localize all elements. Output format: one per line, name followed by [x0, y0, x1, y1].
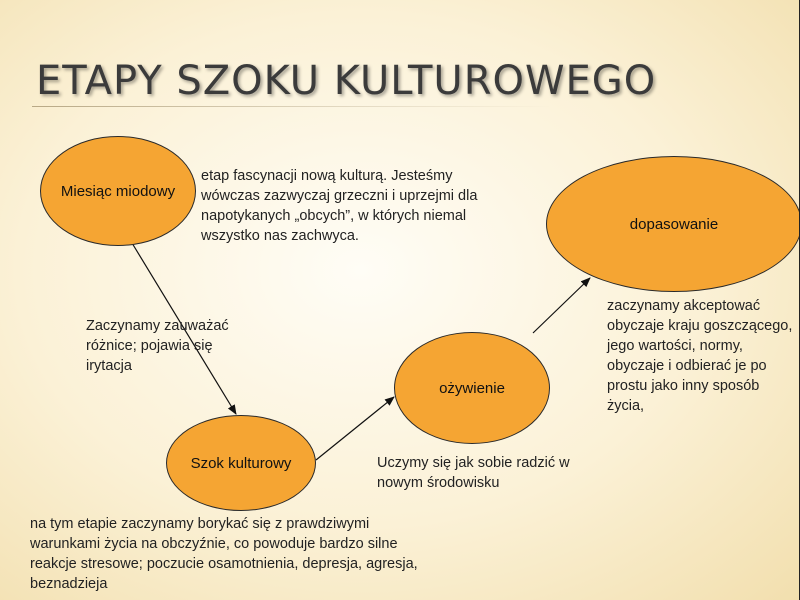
desc-adjustment: zaczynamy akceptować obyczaje kraju goszczącego, jego wartości, normy, obyczaje i odbierać je po prostu jako inny sposób życia,: [607, 298, 793, 414]
node-culture-shock-label: Szok kulturowy: [190, 454, 292, 472]
arrow-shock-to-revival: [316, 397, 394, 460]
desc-honeymoon: etap fascynacji nową kulturą. Jesteśmy wówczas zazwyczaj grzeczni i uprzejmi dla napotykanych „obcych”, w których niemal wszystko nas zachwyca.: [201, 168, 478, 244]
desc-transition: Zaczynamy zauważać różnice; pojawia się irytacja: [86, 318, 229, 374]
desc-culture-shock: na tym etapie zaczynamy borykać się z prawdziwymi warunkami życia na obczyźnie, co powoduje bardzo silne reakcje stresowe; poczucie osamotnienia, depresja, agresja, beznadzieja: [30, 516, 418, 592]
node-honeymoon-label: Miesiąc miodowy: [60, 182, 176, 200]
desc-revival: Uczymy się jak sobie radzić w nowym środowisku: [377, 455, 570, 491]
node-revival: [394, 332, 550, 444]
arrow-revival-to-adjustment: [533, 278, 590, 333]
slide-title: ETAPY SZOKU KULTUROWEGO: [36, 58, 657, 104]
node-adjustment-label: dopasowanie: [629, 215, 719, 233]
node-revival-label: ożywienie: [439, 379, 505, 397]
node-honeymoon: [40, 136, 196, 246]
node-adjustment: [546, 156, 800, 292]
node-culture-shock: [166, 415, 316, 511]
